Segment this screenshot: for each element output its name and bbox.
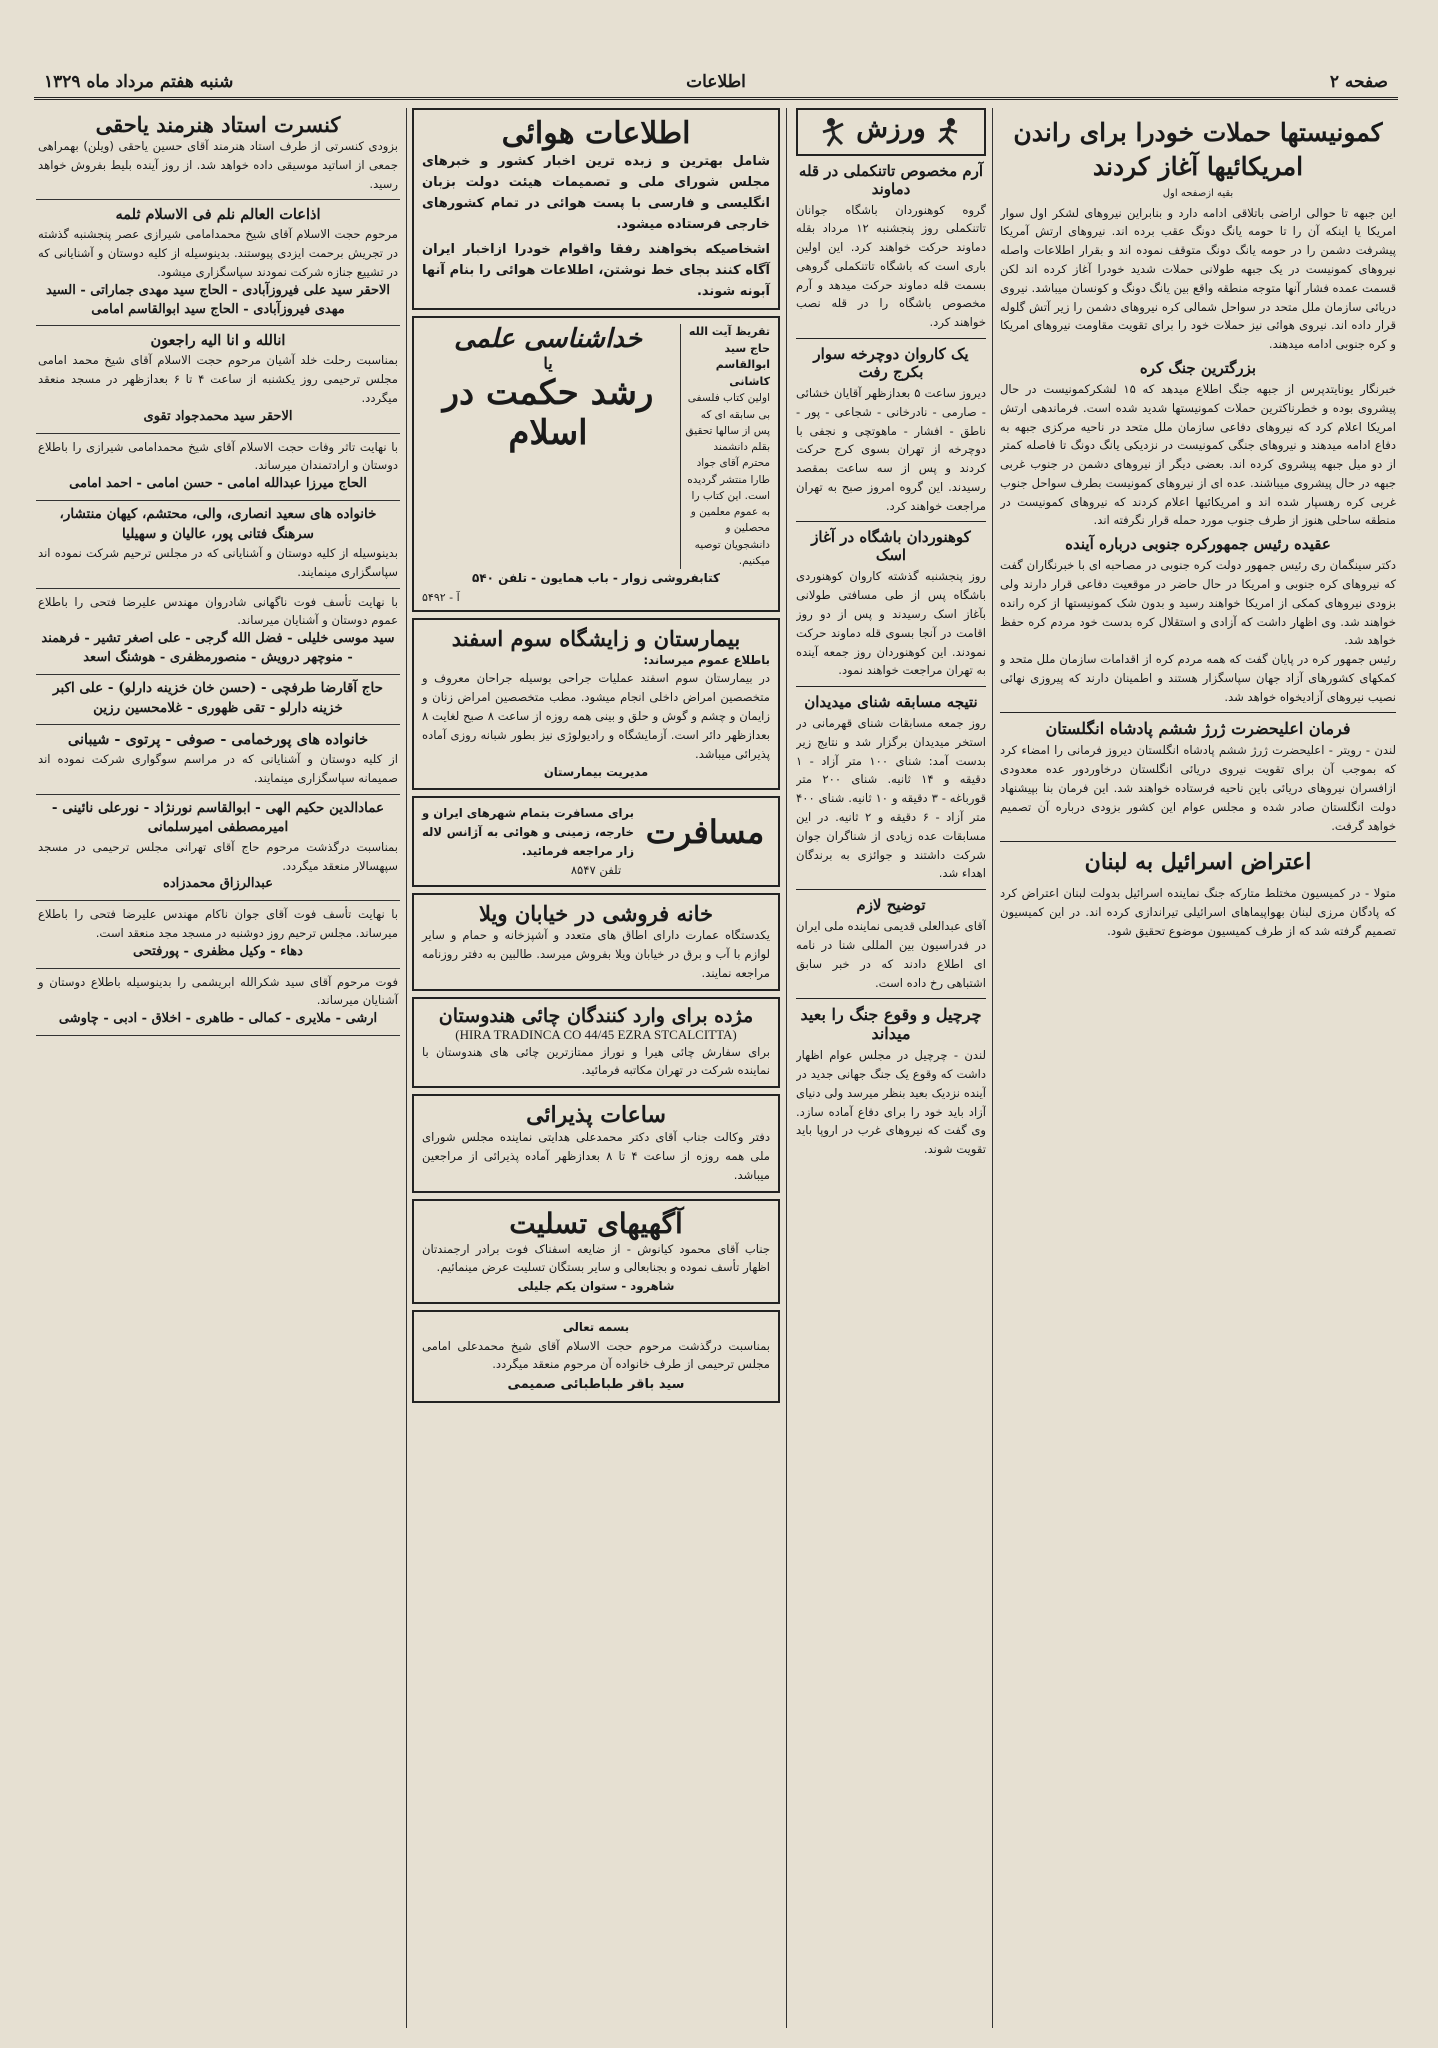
obituary-body: بمناسبت درگذشت مرحوم حاج آقای تهرانی مجلس ترحیمی در مسجد سپهسالار منعقد میگردد. bbox=[38, 839, 398, 873]
sports-body: روز جمعه مسابقات شنای قهرمانی در استخر میدیدان برگزار شد و نتایج زیر بدست آمد: شنای ۱۰۰ متر آزاد - ۱ دقیقه و ۱۴ ثانیه. شنای ۲۰۰ متر قورباغه - ۳ دقیقه و ۱۰ ثانیه. شنای ۴۰۰ متر آزاد - ۶ دقیقه و ۲ ثانیه. در این مسابقات عده زیادی از شناگران جوان شرکت داشتند و جوائزی به برندگان اهداء شد. bbox=[796, 716, 986, 881]
memorial-signature: سید باقر طباطبائی صمیمی bbox=[507, 1377, 685, 1393]
sports-body: گروه کوهنوردان باشگاه جوانان تاتنکملی روز پنجشنبه ۱۲ مرداد بقله دماوند حرکت خواهند کرد. این اولین باری است که باشگاه تاتنکملی گروهی بسمت قله دماوند حرکت میدهد و آرم مخصوص باشگاه را در قله نصب خواهند کرد. bbox=[796, 202, 986, 330]
divider bbox=[796, 998, 986, 999]
tea-company: (HIRA TRADINCA CO 44/45 EZRA STCALCITTA) bbox=[455, 1026, 737, 1042]
sports-title: ورزش bbox=[856, 114, 926, 144]
air-edition-title: اطلاعات هوائی bbox=[501, 116, 691, 151]
obituary-notice bbox=[36, 969, 400, 1036]
villa-ad bbox=[412, 893, 780, 990]
concert-body: بزودی کنسرتی از طرف استاد هنرمند آقای حسین یاحقی (ویلن) بهمراهی جمعی از اساتید موسیقی داده خواهد شد. از روز آینده بلیط بفروش خواهد رسید. bbox=[38, 139, 398, 191]
condolence-body: جناب آقای محمود کیانوش - از ضایعه اسفناک فوت برادر ارجمندتان اظهار تأسف نموده و بجنابعالی و سایر بستگان تسلیت عرض مینمائیم. bbox=[422, 1241, 770, 1275]
travel-phone: تلفن ۸۵۴۷ bbox=[570, 862, 622, 877]
villa-title: خانه فروشی در خیابان ویلا bbox=[479, 901, 713, 927]
travel-ad bbox=[412, 796, 780, 887]
obituary-notice bbox=[36, 795, 400, 902]
obituary-body: از کلیه دوستان و آشنایانی که در مراسم سوگواری شرکت نموده اند صمیمانه سپاسگزاری مینمایند. bbox=[38, 752, 398, 785]
hospital-title: بیمارستان و زایشگاه سوم اسفند bbox=[451, 625, 741, 651]
book-title-or: یا bbox=[543, 354, 553, 374]
subheading: بزرگترین جنگ کره bbox=[1139, 358, 1257, 377]
obituary-title: عمادالدین حکیم الهی - ابوالقاسم نورنژاد - نورعلی نائینی - امیرمصطفی امیرسلمانی bbox=[51, 799, 385, 836]
churchill-body: لندن - چرچیل در مجلس عوام اظهار داشت که وقوع یک جنگ جهانی جدید در آینده نزدیک بعید بنظر میرسد ولی دنیای آزاد باید خود را برای دفاع آماده سازد. وی گفت که نیروهای غرب در اروپا باید تقویت شوند. bbox=[796, 1048, 986, 1157]
obituary-title: خانواده های پورخمامی - صوفی - پرتوی - شیبانی bbox=[67, 731, 369, 749]
hospital-subtitle: باطلاع عموم میرساند: bbox=[643, 652, 770, 667]
divider bbox=[796, 889, 986, 890]
masthead-bar bbox=[34, 66, 1398, 100]
obituary-body: بمناسبت رحلت خلد آشیان مرحوم حجت الاسلام آقای شیخ محمد امامی مجلس ترحیمی روز یکشنبه از ساعت ۴ تا ۶ بعدازظهر در مسجد منعقد میگردد. bbox=[38, 353, 398, 405]
column-rule bbox=[406, 108, 407, 2028]
obituary-body: با نهایت تأسف فوت آقای جوان ناکام مهندس علیرضا فتحی را باطلاع میرساند. مجلس ترحیم روز دوشنبه در مسجد مجد منعقد است. bbox=[38, 907, 398, 940]
condolence-signature: شاهرود - ستوان یکم جلیلی bbox=[517, 1279, 675, 1294]
hospital-signature: مدیریت بیمارستان bbox=[543, 765, 649, 780]
condolence-ad bbox=[412, 1199, 780, 1304]
obituary-notice bbox=[36, 200, 400, 326]
article-body: دکتر سینگمان ری رئیس جمهور دولت کره جنوبی در مصاحبه ای با خبرنگاران گفت که نیروهای کره جنوبی و امریکا در حال حاضر در موقعیت دفاعی قرار دارند ولی بزودی نیروهای کمکی از امریکا خواهند رسید و بدون شک کمونیستها از کره رانده خواهند شد. وی اظهار داشت که آزادی و استقلال کره بدست خود مردم کره حفظ خواهد شد. bbox=[1000, 558, 1396, 648]
invocation: بسمه تعالی bbox=[562, 1319, 630, 1334]
obituary-notice bbox=[36, 501, 400, 589]
obituary-title: انالله و انا الیه راجعون bbox=[150, 332, 286, 350]
hospital-ad bbox=[412, 618, 780, 790]
obituary-signature: عبدالرزاق محمدزاده bbox=[163, 876, 273, 892]
column-4 bbox=[36, 108, 400, 2034]
obituary-notice bbox=[36, 725, 400, 795]
runner-icon bbox=[931, 116, 965, 150]
sports-banner bbox=[796, 108, 986, 156]
sports-subhead: کوهنوردان باشگاه در آغاز اسک bbox=[811, 528, 971, 565]
obituary-notice bbox=[36, 675, 400, 725]
air-edition-ad bbox=[412, 108, 780, 310]
tea-body: برای سفارش چائی هیرا و نوراز ممتازترین چائی های هندوستان با نماینده شرکت در تهران مکاتبه فرمائید. bbox=[422, 1044, 770, 1078]
obituary-body: فوت مرحوم آقای سید شکرالله ابریشمی را بدینوسیله باطلاع دوستان و آشنایان میرساند. bbox=[38, 974, 398, 1008]
memorial-ad bbox=[412, 1310, 780, 1403]
sports-body: دیروز ساعت ۵ بعدازظهر آقایان خشائی - صارمی - نادرخانی - شجاعی - پور - ناطق - افشار - ماهوتچی و نجفی با دوچرخه از تهران بسوی کرج حرکت کردند و پس از سه ساعت بمقصد رسیدند. این گروه امروز صبح به تهران مراجعت خواهند کرد. bbox=[796, 385, 986, 513]
royal-decree-body: لندن - رویتر - اعلیحضرت ژرژ ششم پادشاه انگلستان دیروز فرمانی را امضاء کرد که بموجب آن برای تقویت نیروی دریائی انگلستان درخاوردور عده معدودی ازافسران نیروهای دریائی باین ناحیه فرستاده خواهند شد. این فرمان بنا بپیشنهاد دولت انگلستان صادر شده و مجلس عوام این کشور بزودی درباره آن تصمیم خواهد گرفت. bbox=[1000, 743, 1396, 833]
obituary-title: حاج آقارضا طرفچی - (حسن خان خزینه دارلو) - علی اکبر خزینه دارلو - تقی ظهوری - غلامحسین رزین bbox=[53, 679, 383, 716]
subheading: عقیده رئیس جمهورکره جنوبی درباره آینده bbox=[1065, 535, 1331, 554]
column-1 bbox=[1000, 108, 1396, 2034]
sports-body: روز پنجشنبه گذشته کاروان کوهنوردی باشگاه پس از طی مسافتی طولانی بآغاز اسک رسیدند و پس از دو روز اقامت در آنجا بسوی قله دماوند حرکت نمودند. این کوهنوردان روز جمعه آینده به تهران مراجعت خواهند نمود. bbox=[796, 569, 986, 678]
condolence-title: آگهیهای تسلیت bbox=[509, 1206, 683, 1240]
book-title-line2: رشد حکمت در اسلام bbox=[442, 373, 654, 454]
book-title-line1: خداشناسی علمی bbox=[454, 324, 642, 355]
sports-subhead: آرم مخصوص تاتنکملی در قله دماوند bbox=[798, 161, 984, 198]
obituary-title: خانواده های سعید انصاری، والی، محتشم، کیهان منتشار، سرهنگ فتانی پور، عالیان و سهیلیا bbox=[59, 506, 377, 542]
obituary-names: الاحقر سید علی فیروزآبادی - الحاج سید مهدی جماراتی - السید مهدی فیروزآبادی - الحاج سید ابوالقاسم امامی bbox=[45, 282, 391, 317]
air-edition-body: شامل بهترین و زبده ترین اخبار کشور و خبرهای مجلس شورای ملی و تصمیمات هیئت دولت بزبان انگلیسی و فارسی با پست هوائی در تمام کشورهای خارجی فرستاده میشود. bbox=[422, 154, 770, 233]
obituary-signature: الحاج میرزا عبدالله امامی - حسن امامی - احمد امامی bbox=[69, 476, 367, 492]
sports-subhead: یک کاروان دوچرخه سوار بکرج رفت bbox=[813, 344, 969, 381]
obituary-body: بدینوسیله از کلیه دوستان و آشنایانی که در مجلس ترحیم شرکت نموده اند سپاسگزاری مینمایند. bbox=[38, 546, 398, 579]
concert-notice bbox=[36, 108, 400, 200]
obituary-signature: دهاء - وکیل مظفری - پورفتحی bbox=[133, 943, 303, 959]
book-seller: کتابفروشی زوار - باب همایون - تلفن ۵۴۰ bbox=[471, 571, 721, 586]
royal-decree-title: فرمان اعلیحضرت ژرژ ششم پادشاه انگلستان bbox=[1045, 719, 1351, 739]
continued-note: بقیه ازصفحه اول bbox=[1162, 187, 1234, 199]
book-description: اولین کتاب فلسفی بی سابقه ای که پس از سالها تحقیق بقلم دانشمند محترم آقای جواد طارا منتشر گردیده است. این کتاب را به عموم معلمین و محصلین و دانشجویان توصیه میکنیم. bbox=[685, 392, 770, 567]
obituary-signature: ارشی - ملایری - کمالی - طاهری - اخلاق - ادبی - چاوشی bbox=[58, 1011, 378, 1027]
sports-subhead: نتیجه مسابقه شنای میدیدان bbox=[804, 693, 978, 712]
ad-code: آ - ۵۴۹۲ bbox=[422, 590, 460, 604]
hours-ad bbox=[412, 1094, 780, 1192]
travel-body: برای مسافرت بتمام شهرهای ایران و خارجه، زمینی و هوائی به آژانس لاله زار مراجعه فرمائید. bbox=[422, 806, 634, 858]
obituary-notice bbox=[36, 901, 400, 968]
memorial-body: بمناسبت درگذشت مرحوم حجت الاسلام آقای شیخ محمدعلی امامی مجلس ترحیمی از طرف خانواده آن مرحوم منعقد میگردد. bbox=[422, 1338, 770, 1372]
divider bbox=[796, 338, 986, 339]
travel-title: مسافرت bbox=[645, 813, 765, 852]
page-number: صفحه ۲ bbox=[1329, 72, 1388, 92]
book-ad bbox=[412, 316, 780, 611]
air-edition-note: اشخاصیکه بخواهند رفقا واقوام خودرا ازاخبار ایران آگاه کنند بجای خط نوشتن، اطلاعات هوائی را بنام آنها آبونه شوند. bbox=[422, 242, 770, 300]
obituary-notice bbox=[36, 434, 400, 501]
notice-body: آقای عبدالعلی قدیمی نماینده ملی ایران در فدراسیون بین المللی شنا در نامه ای اطلاع دادند که در خبر سابق اشتباهی رخ داده است. bbox=[796, 919, 986, 990]
hospital-body: در بیمارستان سوم اسفند عملیات جراحی بوسیله جراحان معروف و متخصصین امراض داخلی انجام میشود. مطب متخصصین امراض زنان و زایمان و چشم و گوش و حلق و بینی همه روزه از ساعت ۸ صبح لغایت ۸ بعدازظهر دائر است. آزمایشگاه و رادیولوژی نیز بطور شبانه روزی آماده پذیرائی میباشد. bbox=[422, 671, 770, 761]
lead-headline: کمونیستها حملات خودرا برای راندن امریکائیها آغاز کردند bbox=[1013, 118, 1383, 181]
article-body: این جبهه تا حوالی اراضی باتلاقی ادامه دارد و بنابراین نیروهای لشکر اول سوار امریکا یا اینکه آن را تا حومه یانگ دونگ عقب برده اند. نیروهای ارتش آمریکا پیشرفت دشمن را در حومه یانگ دونگ متوقف نموده اند و بقرار اطلاعات واصله نیروهای کمونیست در یک جبهه طولانی حملات شدید خودرا آغاز کرده اند لکن قسمت عمده فشار آنها متوجه منطقه واقع بین یانگ دونگ و کونسان میباشد. نیروی دریائی سازمان ملل متحد در سواحل شمالی کره نیروهای دشمن را زیر آتش گلوله قرار داده اند. نیروی هوائی نیز حملات خود را برای تقویت مقاومت نیروهای امریکا و کره جنوبی ادامه میدهند. bbox=[1000, 205, 1396, 352]
obituary-names: سید موسی خلیلی - فضل الله گرجی - علی اصغر تشیر - فرهمند - منوچهر درویش - منصورمظفری - هوشنگ اسعد bbox=[41, 631, 395, 666]
villa-body: یکدستگاه عمارت دارای اطاق های متعدد و آشپزخانه و حمام و سایر لوازم با آب و برق در خیابان ویلا بفروش میرسد. طالبین به دفتر روزنامه مراجعه نمایند. bbox=[422, 928, 770, 980]
churchill-headline: چرچیل و وقوع جنگ را بعید میداند bbox=[800, 1005, 982, 1044]
concert-title: کنسرت استاد هنرمند یاحقی bbox=[95, 112, 341, 137]
column-rule bbox=[992, 108, 993, 2028]
paper-name: اطلاعات bbox=[686, 72, 746, 92]
hours-title: ساعات پذیرائی bbox=[526, 1102, 666, 1129]
column-rule bbox=[786, 108, 787, 2028]
obituary-signature: الاحقر سید محمدجواد تقوی bbox=[143, 408, 293, 424]
obituary-body: با نهایت تاثر وفات حجت الاسلام آقای شیخ محمدامامی شیرازی را باطلاع دوستان و ارادتمندان میرساند. bbox=[38, 439, 398, 473]
hours-body: دفتر وکالت جناب آقای دکتر محمدعلی هدایتی نماینده مجلس شورای ملی همه روزه از ساعت ۴ تا ۸ بعدازظهر آماده پذیرائی از مراجعین میباشد. bbox=[422, 1130, 770, 1182]
tea-ad bbox=[412, 997, 780, 1089]
obituary-body: با نهایت تأسف فوت ناگهانی شادروان مهندس علیرضا فتحی را باطلاع عموم دوستان و آشنایان میرساند. bbox=[38, 594, 398, 628]
obituary-notice bbox=[36, 326, 400, 433]
article-body: خبرنگار یونایتدپرس از جبهه جنگ اطلاع میدهد که ۱۵ لشکرکمونیست در حال پیشروی بوده و خطرناکترین حملات کمونیستها شدید شده است. فرماندهی ارتش امریکا اعلام کرد که نیروهای دفاعی سازمان ملل متحد در ناحیه مرکزی جبهه به دفاع ادامه میدهند و نیروهای جنگی کمونیست در نزدیکی یانگ دونگ تا فاصله کمتر از دو میل جبهه پیشروی کرده اند. بعضی دیگر از نیروهای دشمن در جنوب غربی جبهه در حال پیشروی میباشند. عده ای از نیروهای کمونیست بطرف سواحل جنوب غربی کره رهسپار شده اند و امریکائیها اعلام کردند که نیروهای کمونیست در منطقه ساحلی هنوز از طرف جنوب مورد حمله قرار نگرفته اند. bbox=[1000, 381, 1396, 528]
obituary-body: مرحوم حجت الاسلام آقای شیخ محمدامامی شیرازی عصر پنجشنبه گذشته در تجریش برحمت ایزدی پیوستند. بدینوسیله از کلیه دوستان و آشنایانی که در تشییع جنازه شرکت نمودند سپاسگزاری میشود. bbox=[38, 227, 398, 279]
player-icon bbox=[817, 116, 851, 150]
divider bbox=[796, 686, 986, 687]
article-body: رئیس جمهور کره در پایان گفت که همه مردم کره از اقدامات سازمان ملل متحد و کمکهای کشورهای آزاد جهان سپاسگزار هستند و اطمینان دارند که پیروزی نهائی نصیب نیروهای آزادیخواه خواهد شد. bbox=[1000, 652, 1396, 704]
book-endorsement: تقریظ آیت الله حاج سید ابوالقاسم کاشانی bbox=[688, 325, 770, 388]
israel-headline: اعتراض اسرائیل به لبنان bbox=[1084, 849, 1312, 876]
obituary-notice bbox=[36, 589, 400, 675]
article-body: متولا - در کمیسیون مختلط متارکه جنگ نماینده اسرائیل بدولت لبنان اعتراض کرد که پادگان مرزی لبنان بهواپیماهای اسرائیلی تیراندازی کرده اند. در این کمیسیون تصمیم گرفته شد که از طرف کمیسیون موضوع تحقیق شود. bbox=[1000, 886, 1396, 938]
notice-title: توضیح لازم bbox=[856, 896, 926, 915]
column-2 bbox=[796, 108, 986, 2034]
divider bbox=[796, 521, 986, 522]
issue-date: شنبه هفتم مرداد ماه ۱۳۲۹ bbox=[44, 72, 234, 92]
divider bbox=[1000, 841, 1396, 842]
tea-title: مژده برای وارد کنندگان چائی هندوستان bbox=[438, 1004, 754, 1027]
obituary-title: اذاعات العالم نلم فی الاسلام ثلمه bbox=[115, 206, 321, 224]
column-3 bbox=[412, 108, 780, 2034]
divider bbox=[1000, 712, 1396, 713]
